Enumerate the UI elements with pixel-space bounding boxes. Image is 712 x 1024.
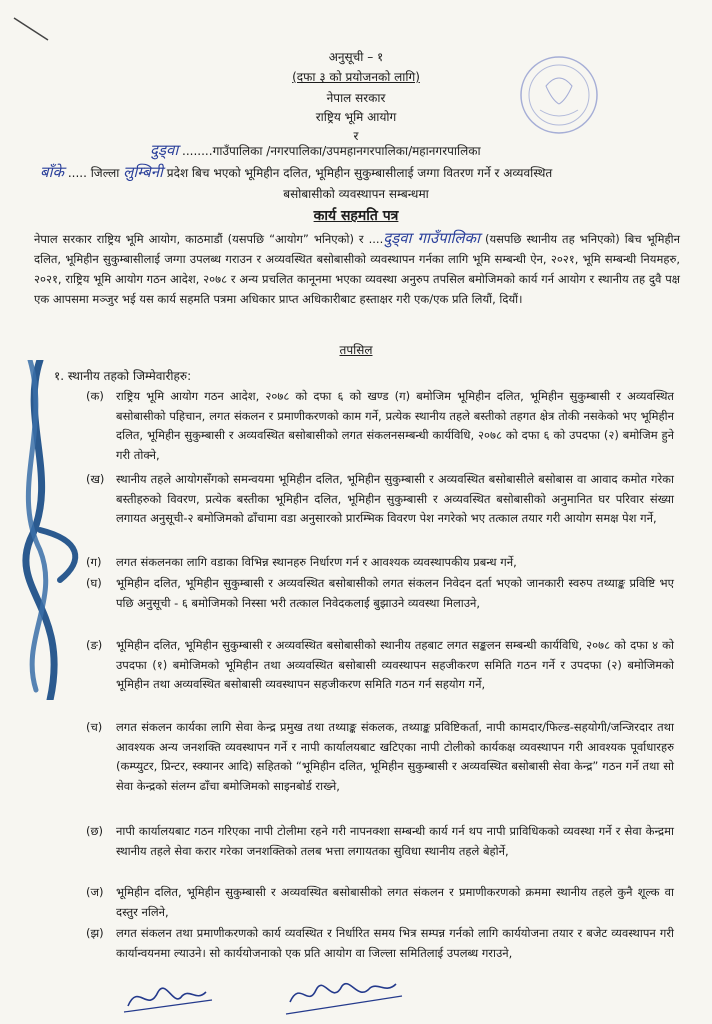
list-item: (घ) भूमिहीन दलित, भूमिहीन सुकुम्बासी र अव्यवस्थित बसोबासीको लगत संकलन निवेदन दर्ता भएको जानकारी स्वरुप तथ्याङ्क प्रविष्टि भए पछि अनुसूची - ६ बमोजिमको निस्सा भरी तत्काल निवेदकलाई बुझाउने व्यवस्था मिलाउने, [86,576,674,610]
pen-mark [12,14,52,44]
intro-paragraph: नेपाल सरकार राष्ट्रिय भूमि आयोग, काठमाडौं (यसपछि “आयोग” भनिएको) र ....दुड्वा गाउँपालिका (यसपछि स्थानीय तह भनिएको) बिच भूमिहीन दलित, भूमिहीन सुकुम्बासीलाई जग्गा उपलब्ध गराउन र अव्यवस्थित बसोबासीको व्यवस्थापन गर्नका लागि भूमि सम्बन्धी ऐन, २०२१, भूमि सम्बन्धी नियमहरु, २०२१, राष्ट्रिय भूमि आयोग गठन आदेश, २०७८ र अन्य प्रचलित कानूनमा भएका व्यवस्था अनुरुप तपसिल बमोजिमको कार्य गर्न आयोग र स्थानीय तह दुवै पक्ष एक आपसमा मञ्जुर भई यस कार्य सहमति पत्रमा अधिकार प्राप्त अधिकारीबाट हस्ताक्षर गरी एक/एक प्रति लियौं, दियौं। [34,229,680,306]
signatures [120,962,440,1022]
schedule-subheading: तपसिल [339,343,373,357]
conjunction: र [353,129,359,143]
list-item: (ग) लगत संकलनका लागि वडाका विभिन्न स्थानहरु निर्धारण गर्न र आवश्यक व्यवस्थापकीय प्रबन्ध गर्ने, [86,555,517,569]
handwritten-local-body: दुड्वा गाउँपालिका [383,229,480,247]
list-item: (झ) लगत संकलन तथा प्रमाणीकरणको कार्य व्यवस्थित र निर्धारित समय भित्र सम्पन्न गर्नको लागि कार्ययोजना तयार र बजेट व्यवस्थापन गरी कार्यान्वयनमा ल्याउने। सो कार्ययोजनाको एक प्रति आयोग वा जिल्ला समितिलाई उपलब्ध गराउने, [86,926,674,960]
agreement-title: कार्य सहमति पत्र [313,208,399,224]
list-item: (च) लगत संकलन कार्यका लागि सेवा केन्द्र प्रमुख तथा तथ्याङ्क संकलक, तथ्याङ्क प्रविष्टिकर्ता, नापी कामदार/फिल्ड-सहयोगी/जन्जिरदार तथा आवश्यक अन्य जनशक्ति व्यवस्थापन गर्ने र नापी कार्यालयबाट खटिएका नापी टोलीको कार्यकक्ष व्यवस्थापन गरी आवश्यक पूर्वाधारहरु (कम्प्युटर, प्रिन्टर, स्क्यानर आदि) सहितको “भूमिहीन दलित, भूमिहीन सुकुम्बासी र अव्यवस्थित बसोबासी सेवा केन्द्र” गठन गर्ने तथा सो सेवा केन्द्रको संलग्न ढाँचा बमोजिमको साइनबोर्ड राख्ने, [86,720,674,793]
government-name: नेपाल सरकार [326,91,386,105]
binding-thread [0,360,90,700]
section-1-heading: १. स्थानीय तहको जिम्मेवारीहरु: [54,369,192,383]
handwritten-district: बाँके [40,163,64,181]
district-text: ..... जिल्ला [67,166,120,180]
handwritten-municipality: दुड्वा [150,141,179,159]
list-item: (ज) भूमिहीन दलित, भूमिहीन सुकुम्बासी र अव्यवस्थित बसोबासीको लगत संकलन र प्रमाणीकरणको क्रममा स्थानीय तहले कुनै शूल्क वा दस्तुर नलिने, [86,885,674,919]
commission-name: राष्ट्रिय भूमि आयोग [315,110,397,124]
list-item: (ख) स्थानीय तहले आयोगसँगको समन्वयमा भूमिहीन दलित, भूमिहीन सुकुम्बासी र अव्यवस्थित बसोबासीले बसोबास वा आवाद कमोत गरेका बस्तीहरुको विवरण, प्रत्येक बस्तीका भूमिहीन दलित, भूमिहीन सुकुम्बासी र अव्यवस्थित बसोबासीको अनुमानित घर परिवार संख्या लगायत अनुसूची-२ बमोजिमको ढाँचामा वडा अनुसारको प्रारम्भिक विवरण पेश नगरेको भए तत्काल तयार गरी आयोग समक्ष पेश गर्ने, [86,472,674,525]
section-reference: (दफा ३ को प्रयोजनको लागि) [292,70,420,84]
municipality-line [150,140,481,160]
subject-line: बसोबासीको व्यवस्थापन सम्बन्धमा [283,187,429,201]
district-line-text: प्रदेश बिच भएको भूमिहीन दलित, भूमिहीन सुकुम्बासीलाई जग्गा वितरण गर्ने र अव्यवस्थित [166,166,553,180]
list-item: (क) राष्ट्रिय भूमि आयोग गठन आदेश, २०७८ को दफा ६ को खण्ड (ग) बमोजिम भूमिहीन दलित, भूमिहीन सुकुम्बासी र अव्यवस्थित बसोबासीको पहिचान, लगत संकलन र प्रमाणीकरणको काम गर्ने, प्रत्येक स्थानीय तहले बस्तीको तहगत क्षेत्र तोकी नसकेको भए भूमिहीन दलित, भूमिहीन सुकुम्बासी र अव्यवस्थित बसोबासीको लगत संकलनसम्बन्धी कार्यविधि, २०७८ को दफा ६ को उपदफा (२) बमोजिम हुने गरी तोक्ने, [86,389,674,462]
district-line [40,162,552,182]
schedule-heading: अनुसूची – १ [328,50,384,64]
municipality-text: ........गाउँपालिका /नगरपालिका/उपमहानगरपालिका/महानगरपालिका [182,144,481,158]
handwritten-province: लुम्बिनी [123,163,163,181]
list-item: (ङ) भूमिहीन दलित, भूमिहीन सुकुम्बासी र अव्यवस्थित बसोबासीको स्थानीय तहबाट लगत सङ्कलन सम्बन्धी कार्यविधि, २०७८ को दफा ४ को उपदफा (१) बमोजिमको भूमिहीन तथा अव्यवस्थित बसोबासी व्यवस्थापन सहजीकरण समिति गठन गर्ने र उपदफा (२) बमोजिमको भूमिहीन तथा अव्यवस्थित बसोबासी व्यवस्थापन सहजीकरण समिति गठन गर्न सहयोग गर्ने, [86,638,674,691]
list-item: (छ) नापी कार्यालयबाट गठन गरिएका नापी टोलीमा रहने गरी नापनक्शा सम्बन्धी कार्य गर्न थप नापी प्राविधिकको व्यवस्था गर्ने र सेवा केन्द्रमा स्थानीय तहले सेवा करार गरेका जनशक्तिको तलब भत्ता लगायतका सुविधा स्थानीय तहले बेहोर्ने, [86,824,674,858]
